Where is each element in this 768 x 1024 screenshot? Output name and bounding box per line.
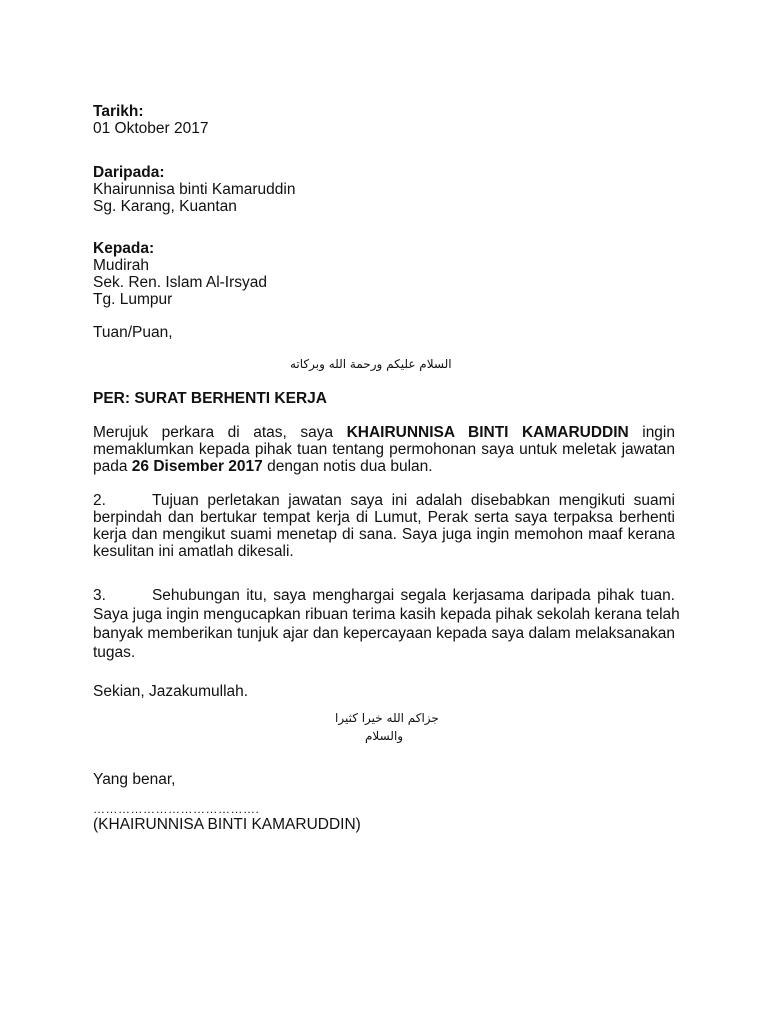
arabic-closing-1: جزاكم الله خيرا كثيرا [335, 711, 439, 725]
para1-line3-pre: pada [93, 458, 132, 475]
sender-label: Daripada: [93, 164, 165, 181]
recipient-title: Mudirah [93, 257, 149, 274]
para2-line1 [93, 492, 675, 509]
sender-name: Khairunnisa binti Kamaruddin [93, 181, 296, 198]
closing [93, 683, 675, 700]
para1-line2: memaklumkan kepada pihak tuan tentang permohonan saya untuk meletak jawatan [93, 441, 675, 458]
para1-line1-post: ingin [628, 424, 675, 441]
para1-name-bold: KHAIRUNNISA BINTI KAMARUDDIN [346, 424, 629, 441]
para3-line1-text: Sehubungan itu, saya menghargai segala kerjasama daripada pihak tuan. [151, 587, 675, 604]
para1-line3 [93, 458, 675, 475]
paragraph-1 [93, 424, 675, 475]
paragraph-3 [93, 586, 680, 662]
recipient-block [93, 240, 675, 308]
paragraph-2 [93, 492, 675, 560]
para3-line4: tugas. [93, 644, 136, 661]
signatory-name: (KHAIRUNNISA BINTI KAMARUDDIN) [93, 816, 361, 833]
arabic-closing-2: والسلام [365, 729, 404, 743]
date-label: Tarikh: [93, 103, 144, 120]
date-block [93, 103, 675, 137]
para3-number: 3. [93, 587, 106, 604]
sender-address: Sg. Karang, Kuantan [93, 198, 237, 215]
salutation-text: Tuan/Puan, [93, 324, 173, 341]
para2-line4: kesulitan ini amatlah dikesali. [93, 543, 294, 560]
sender-block [93, 164, 675, 215]
subject-line [93, 390, 675, 407]
date-value: 01 Oktober 2017 [93, 120, 209, 137]
para2-line1-text: Tujuan perletakan jawatan saya ini adalah disebabkan mengikuti suami [151, 492, 675, 509]
salutation [93, 324, 675, 341]
signature-line: …………………………………. [93, 802, 260, 816]
sign-off-text: Yang benar, [93, 771, 176, 788]
para2-number: 2. [93, 492, 106, 509]
sign-off [93, 771, 675, 788]
para3-line3: banyak memberikan tunjuk ajar dan kepercayaan kepada saya dalam melaksanakan [93, 625, 675, 642]
arabic-greeting: السلام عليكم ورحمة الله وبركاته [290, 357, 452, 371]
para3-line1 [93, 586, 675, 605]
recipient-school: Sek. Ren. Islam Al-Irsyad [93, 274, 268, 291]
para1-date-bold: 26 Disember 2017 [131, 458, 263, 475]
para1-line3-post: dengan notis dua bulan. [262, 458, 433, 475]
para1-line1 [93, 424, 675, 441]
recipient-location: Tg. Lumpur [93, 291, 173, 308]
para2-line2: berpindah dan bertukar tempat kerja di Lumut, Perak serta saya terpaksa berhenti [93, 509, 675, 526]
para3-line2: Saya juga ingin mengucapkan ribuan terima kasih kepada pihak sekolah kerana telah [93, 606, 680, 623]
closing-text: Sekian, Jazakumullah. [93, 683, 249, 700]
signature-block [93, 802, 675, 833]
para1-line1-pre: Merujuk perkara di atas, saya [93, 424, 347, 441]
para2-line3: kerja dan mengikut suami menetap di sana. Saya juga ingin memohon maaf kerana [93, 526, 675, 543]
subject-text: PER: SURAT BERHENTI KERJA [93, 390, 327, 407]
recipient-label: Kepada: [93, 240, 155, 257]
